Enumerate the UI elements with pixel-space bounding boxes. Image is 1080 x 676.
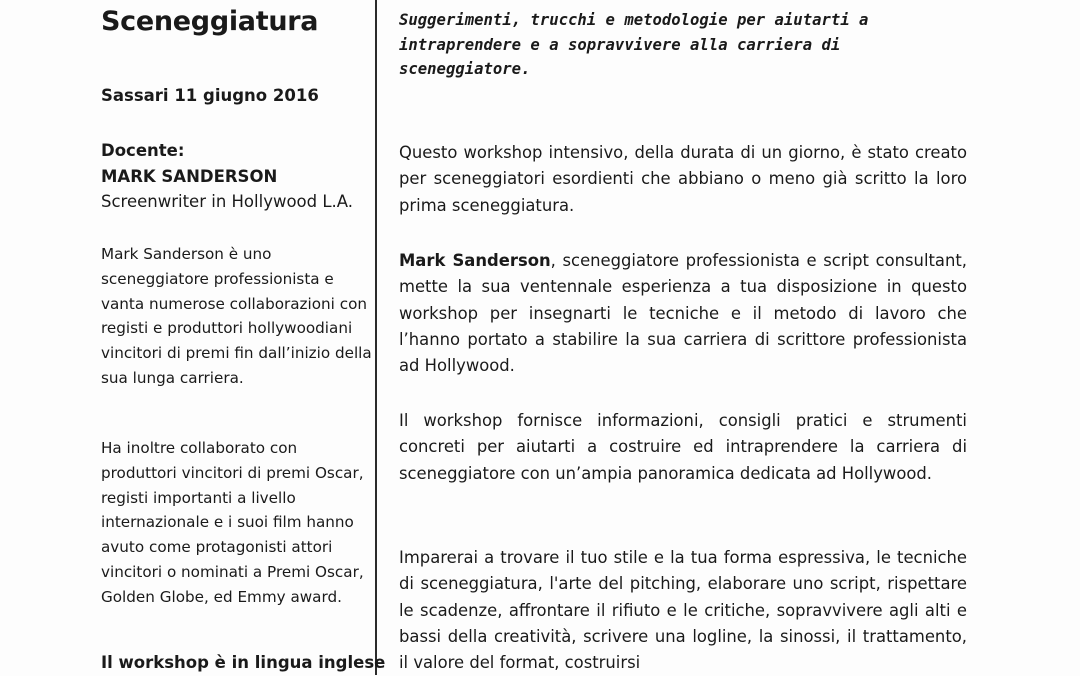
intro-paragraph: Questo workshop intensivo, della durata di un giorno, è stato creato per sceneggiatori esordienti che abbiano o meno già scritto la loro prima sceneggiatura. (399, 143, 967, 215)
docente-name: MARK SANDERSON (101, 167, 278, 186)
language-note: Il workshop è in lingua inglese (101, 653, 386, 672)
tagline: Suggerimenti, trucchi e metodologie per aiutarti a intraprendere e a sopravvivere alla carriera di sceneggiatore. (399, 11, 869, 78)
workshop-paragraph: Il workshop fornisce informazioni, consigli pratici e strumenti concreti per aiutarti a costruire ed intraprendere la carriera di sceneggiatore con un’ampia panoramica dedicata ad Hollywood. (399, 411, 967, 483)
bio-paragraph-2: Ha inoltre collaborato con produttori vincitori di premi Oscar, registi importanti a livello internazionale e i suoi film hanno avuto come protagonisti attori vincitori o nominati a Premi Oscar, Golden Globe, ed Emmy award. (101, 439, 364, 606)
bio-paragraph-1: Mark Sanderson è uno sceneggiatore professionista e vanta numerose collaborazioni con registi e produttori hollywoodiani vincitori di premi fin dall’inizio della sua lunga carriera. (101, 245, 372, 387)
instructor-description: , sceneggiatore professionista e script consultant, mette la sua ventennale esperienza a tua disposizione in questo workshop per insegnarti le tecniche e il metodo di lavoro che l’hanno portato a stabilire la sua carriera di scrittore professionista ad Hollywood. (399, 251, 967, 376)
learning-paragraph: Imparerai a trovare il tuo stile e la tua forma espressiva, le tecniche di sceneggiatura, l'arte del pitching, elaborare uno script, rispettare le scadenze, affrontare il rifiuto e le critiche, sopravvivere agli alti e bassi della creatività, scrivere una logline, la sinossi, il trattamento, il valore del format, costruirsi (399, 548, 967, 673)
docente-role: Screenwriter in Hollywood L.A. (101, 192, 354, 211)
instructor-paragraph (399, 248, 967, 379)
instructor-name: Mark Sanderson (399, 251, 551, 270)
docente-label: Docente: (101, 141, 185, 160)
page-title: Sceneggiatura (101, 6, 319, 37)
event-date: Sassari 11 giugno 2016 (101, 86, 319, 105)
